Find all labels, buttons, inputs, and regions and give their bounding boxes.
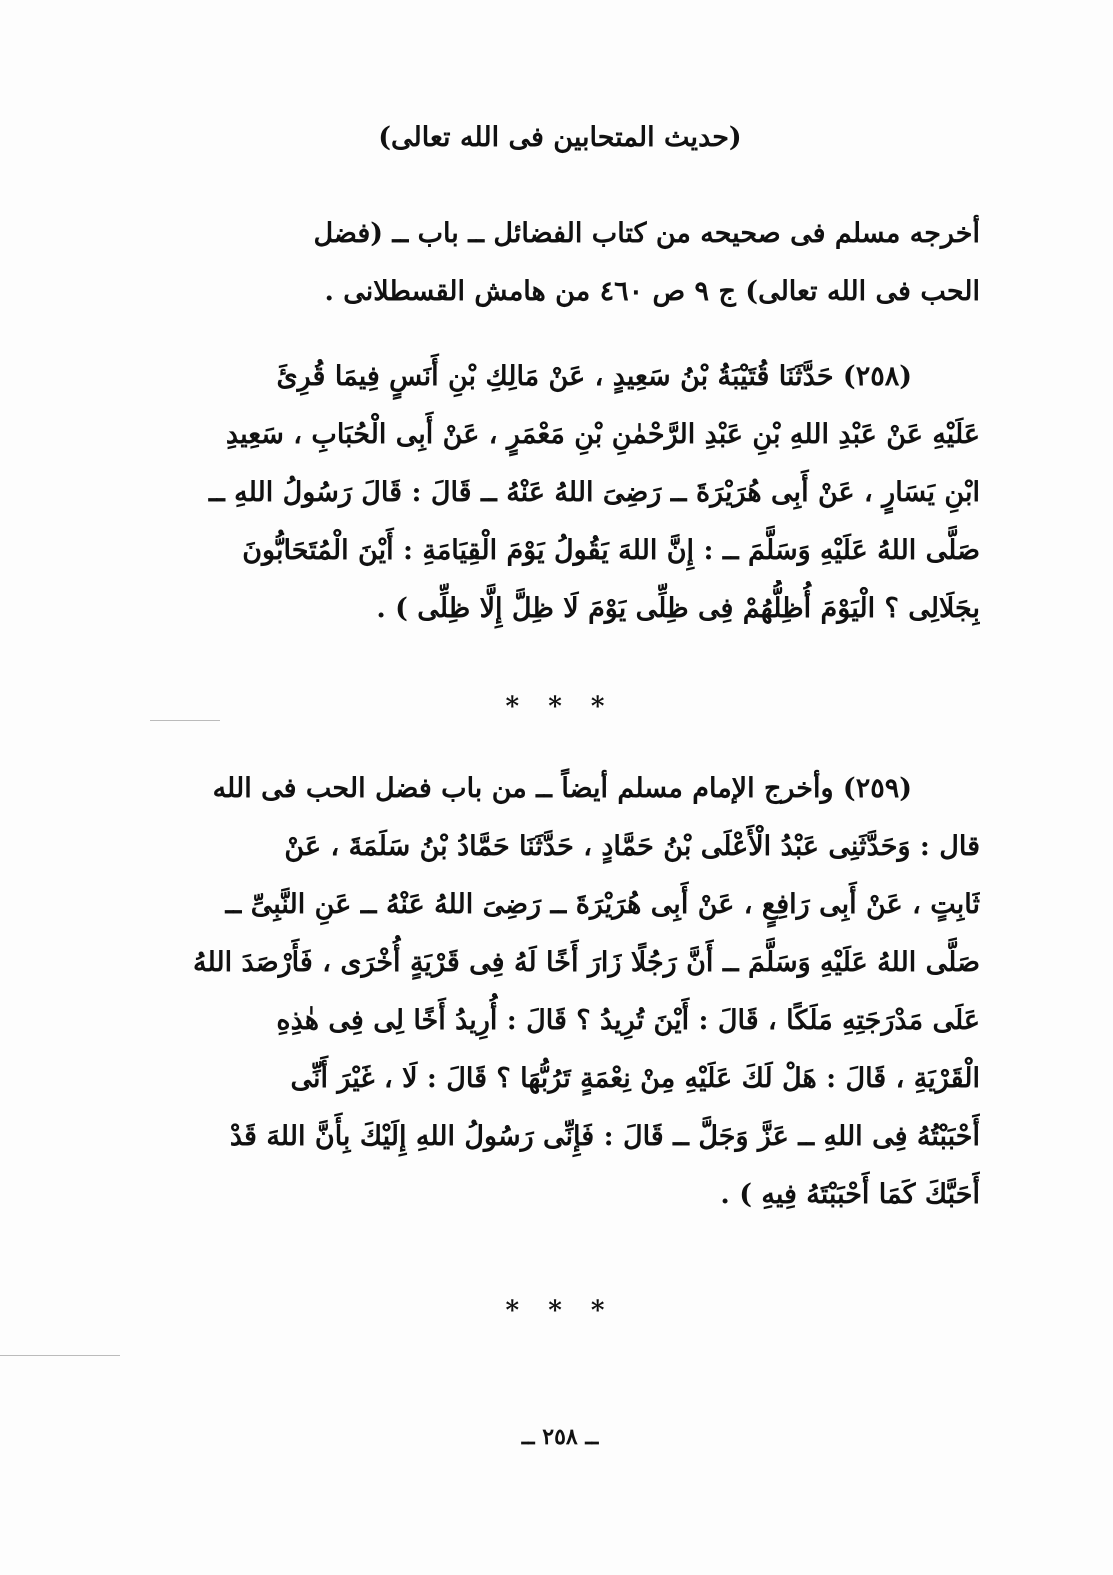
scan-artifact [0, 1355, 120, 1356]
page-title: (حديث المتحابين فى الله تعالى) [378, 122, 742, 153]
hadith-259 [140, 760, 980, 1224]
hadith-line: ابْنِ يَسَارٍ ، عَنْ أَبِى هُرَيْرَةَ ــ رَضِىَ اللهُ عَنْهُ ــ قَالَ : قَالَ رَسُولُ اللهِ ــ [208, 477, 980, 508]
hadith-line: ثَابِتٍ ، عَنْ أَبِى رَافِعٍ ، عَنْ أَبِى هُرَيْرَةَ ــ رَضِىَ اللهُ عَنْهُ ــ عَنِ النَّبِىِّ ــ [225, 889, 980, 920]
hadith-line: (٢٥٨) حَدَّثَنَا قُتَيْبَةُ بْنُ سَعِيدٍ ، عَنْ مَالِكِ بْنِ أَنَسٍ فِيمَا قُرِئَ [276, 361, 912, 392]
hadith-line: (٢٥٩) وأخرج الإمام مسلم أيضاً ــ من باب فضل الحب فى الله [212, 773, 912, 804]
hadith-line: عَلَيْهِ عَنْ عَبْدِ اللهِ بْنِ عَبْدِ الرَّحْمٰنِ بْنِ مَعْمَرٍ ، عَنْ أَبِى الْحُبَابِ ، سَعِيدِ [225, 419, 980, 450]
source-line: أخرجه مسلم فى صحيحه من كتاب الفضائل ــ باب ــ (فضل [313, 218, 980, 249]
section-separator: * * * [505, 692, 615, 722]
hadith-line: صَلَّى اللهُ عَلَيْهِ وَسَلَّمَ ــ أَنَّ رَجُلًا زَارَ أَخًا لَهُ فِى قَرْيَةٍ أُخْرَى ، فَأَرْصَدَ اللهُ [193, 947, 980, 978]
hadith-line: قال : وَحَدَّثَنِى عَبْدُ الْأَعْلَى بْنُ حَمَّادٍ ، حَدَّثَنَا حَمَّادُ بْنُ سَلَمَةَ ، عَنْ [284, 831, 980, 862]
hadith-line: الْقَرْيَةِ ، قَالَ : هَلْ لَكَ عَلَيْهِ مِنْ نِعْمَةٍ تَرُبُّهَا ؟ قَالَ : لَا ، غَيْرَ أَنِّى [290, 1063, 980, 1094]
hadith-line: صَلَّى اللهُ عَلَيْهِ وَسَلَّمَ ــ : إِنَّ اللهَ يَقُولُ يَوْمَ الْقِيَامَةِ : أَيْنَ الْمُتَحَابُّونَ [242, 535, 980, 566]
hadith-line: بِجَلَالِى ؟ الْيَوْمَ أُظِلُّهُمْ فِى ظِلِّى يَوْمَ لَا ظِلَّ إِلَّا ظِلِّى ) . [376, 593, 980, 624]
page-number: ــ ٢٥٨ ــ [521, 1424, 599, 1450]
section-separator: * * * [505, 1296, 615, 1326]
source-citation [140, 205, 980, 321]
scan-artifact [150, 720, 220, 721]
hadith-258 [140, 348, 980, 638]
hadith-line: أَحَبَّكَ كَمَا أَحْبَبْتَهُ فِيهِ ) . [720, 1179, 980, 1210]
hadith-line: عَلَى مَدْرَجَتِهِ مَلَكًا ، قَالَ : أَيْنَ تُرِيدُ ؟ قَالَ : أُرِيدُ أَخًا لِى فِى هٰذِهِ [276, 1005, 980, 1036]
hadith-line: أَحْبَبْتُهُ فِى اللهِ ــ عَزَّ وَجَلَّ ــ قَالَ : فَإِنِّى رَسُولُ اللهِ إِلَيْكَ بِأَنَّ اللهَ قَدْ [229, 1121, 980, 1152]
source-line: الحب فى الله تعالى) ج ٩ ص ٤٦٠ من هامش القسطلانى . [324, 276, 980, 307]
